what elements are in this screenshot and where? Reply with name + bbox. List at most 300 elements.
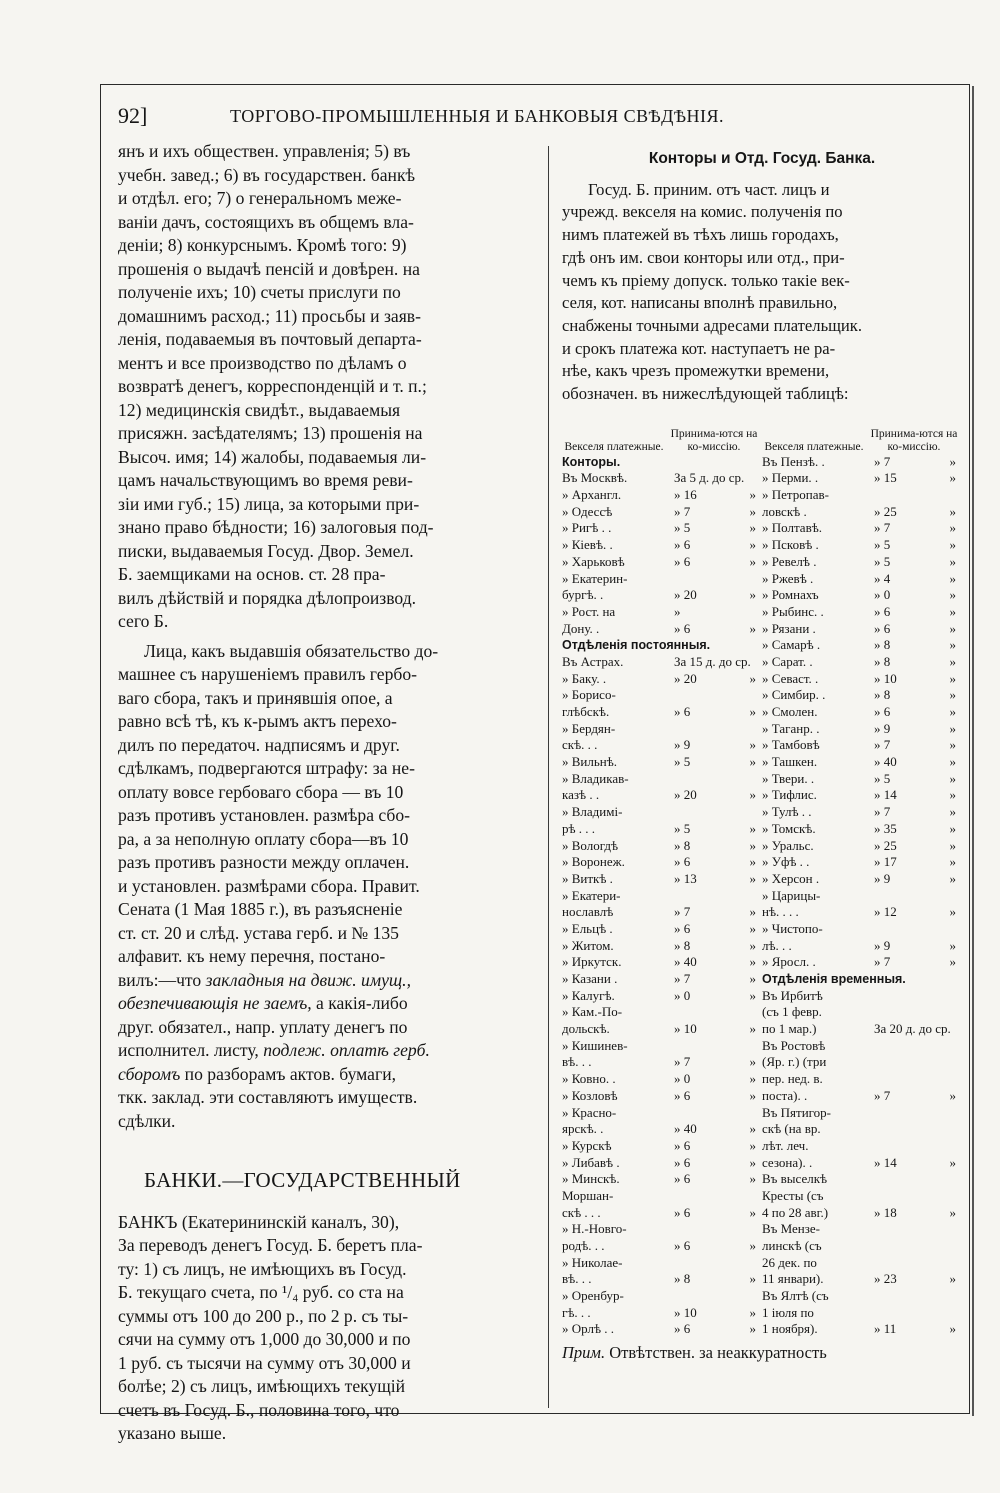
days-value: » 5: [674, 754, 691, 770]
table-row: [762, 754, 962, 771]
city-name: » Козловѣ: [562, 1087, 618, 1103]
text-line: ту: 1) съ лицъ, не имѣющихъ въ Госуд.: [118, 1258, 407, 1279]
ditto-mark: [724, 571, 762, 588]
city-name: » Твери. .: [762, 770, 815, 786]
table-row: [762, 487, 962, 504]
text-line: ваніи дачъ, состоящихъ въ общемъ вла-: [118, 211, 414, 232]
days-value: » 6: [674, 1238, 691, 1254]
days-value: [874, 988, 924, 1005]
text-line: [118, 1086, 530, 1110]
city-name: » Бердян-: [562, 720, 616, 736]
days-value: [874, 1238, 924, 1255]
left-column: [118, 140, 530, 1446]
ditto-mark: [924, 1071, 962, 1088]
text-line: возвратѣ денегъ, корреспонденцій и т. п.;: [118, 376, 427, 396]
text-line: ра, а за неполную оплату сбора—въ 10: [118, 828, 409, 849]
table-row: [762, 1038, 962, 1055]
table-row: [562, 654, 762, 671]
text-line: Сената (1 Мая 1885 г.), въ разъясненіе: [118, 899, 403, 919]
table-row: [762, 1238, 962, 1255]
table-row: [562, 1105, 762, 1122]
days-value: » 20: [674, 787, 697, 803]
city-name: Въ Пензѣ. .: [762, 453, 825, 469]
table-row: [562, 621, 762, 638]
table-row: [762, 1171, 962, 1188]
table-row: [762, 721, 962, 738]
ditto-mark: »: [749, 820, 756, 836]
table-row: [762, 988, 962, 1005]
text-line: Б. заемщиками на основ. ст. 28 пра-: [118, 564, 386, 584]
table-row: [762, 1205, 962, 1222]
city-name: » Архангл.: [562, 487, 622, 503]
days-value: [874, 1171, 924, 1188]
city-name: » Тифлис.: [762, 787, 817, 803]
days-value: [874, 1071, 924, 1088]
table-row: [762, 1088, 962, 1105]
ditto-mark: »: [949, 587, 956, 603]
table-row: [562, 554, 762, 571]
city-name: » Вологдѣ: [562, 837, 619, 853]
days-value: » 40: [674, 954, 697, 970]
ditto-mark: »: [749, 787, 756, 803]
paragraph-exemptions: [118, 140, 530, 634]
city-name: » Николае-: [562, 1254, 623, 1270]
days-value: » 7: [874, 453, 891, 469]
city-name: » Царицы-: [762, 887, 821, 903]
days-value: » 6: [874, 704, 891, 720]
ditto-mark: »: [749, 1171, 756, 1187]
ditto-mark: »: [949, 954, 956, 970]
days-value: » 7: [674, 904, 691, 920]
italic-phrase: закладныя на движ. имущ.,: [205, 969, 411, 990]
table-row: [562, 804, 762, 821]
days-value: » 8: [674, 837, 691, 853]
footnote-label: Прим.: [562, 1343, 606, 1363]
days-value: [874, 1038, 924, 1055]
ditto-mark: »: [949, 570, 956, 586]
ditto-mark: [924, 487, 962, 504]
city-name: » Иркутск.: [562, 954, 622, 970]
table-row: [562, 838, 762, 855]
ditto-mark: »: [749, 520, 756, 536]
table-row: [762, 804, 962, 821]
table-row: [762, 1054, 962, 1071]
days-value: [874, 1221, 924, 1238]
city-name: скѣ (на вр.: [762, 1121, 821, 1137]
city-name: » Либавѣ .: [562, 1154, 620, 1170]
ditto-mark: »: [949, 854, 956, 870]
text-line: сячи на сумму отъ 1,000 до 30,000 и по: [118, 1329, 411, 1349]
city-name: » Ревелѣ .: [762, 553, 817, 569]
table-row: [762, 888, 962, 905]
city-name: 1 ноября).: [762, 1321, 818, 1337]
days-value: » 6: [874, 620, 891, 636]
days-value: » 8: [874, 687, 891, 703]
days-value: » 6: [674, 1087, 691, 1103]
text-line: селя, кот. написаны вполнѣ правильно,: [562, 293, 838, 313]
ditto-mark: »: [949, 503, 956, 519]
table-row: [762, 587, 962, 604]
ditto-mark: [724, 771, 762, 788]
table-row: [562, 1305, 762, 1322]
text-line: 12) медицинскія свидѣт., выдаваемыя: [118, 399, 401, 420]
table-row: [762, 1255, 962, 1272]
days-value: [874, 1255, 924, 1272]
table-row: [562, 1321, 762, 1338]
ditto-mark: »: [949, 770, 956, 786]
table-row: [562, 1288, 762, 1305]
city-name: » Перми. .: [762, 470, 819, 486]
city-name: глѣбскѣ.: [562, 704, 610, 720]
text-line: гдѣ онъ им. свои конторы или отд., при-: [562, 247, 845, 267]
intro-paragraph: [562, 179, 962, 406]
text-run: ткк. заклад. эти составляютъ имуществ.: [118, 1087, 418, 1107]
days-value: » 6: [674, 854, 691, 870]
table-row: [762, 838, 962, 855]
ditto-mark: »: [749, 1321, 756, 1337]
ditto-mark: »: [949, 453, 956, 469]
days-value: [674, 687, 724, 704]
text-line: счетъ въ Госуд. Б., половина того, что: [118, 1399, 400, 1420]
text-line: ментъ и все производство по дѣламъ о: [118, 352, 407, 373]
table-row: [562, 821, 762, 838]
table-row: [762, 604, 962, 621]
text-line: ленія, подаваемыя въ почтовый департа-: [118, 329, 422, 349]
text-line: обозначен. въ нижеслѣдующей таблицѣ:: [562, 384, 849, 404]
text-line: Госуд. Б. приним. отъ част. лицъ и: [588, 179, 830, 199]
ditto-mark: »: [949, 1087, 956, 1103]
days-value: » 16: [674, 487, 697, 503]
days-value: [674, 721, 724, 738]
table-row: [762, 1271, 962, 1288]
table-row: [762, 1288, 962, 1305]
ditto-mark: »: [749, 920, 756, 936]
days-value: [874, 1121, 924, 1138]
header-accepted: Принима-ются на ко-миссію.: [670, 427, 758, 453]
table-row: [762, 520, 962, 537]
days-value: [874, 1054, 924, 1071]
footnote: [562, 1342, 962, 1365]
days-value: » 6: [674, 1204, 691, 1220]
days-value: » 10: [874, 670, 897, 686]
table-row: [562, 504, 762, 521]
days-value: » 9: [874, 937, 891, 953]
text-line: Высоч. имя; 14) жалобы, подаваемыя ли-: [118, 446, 427, 467]
table-row: [562, 687, 762, 704]
city-name: » Яросл. .: [762, 954, 816, 970]
table-row: [762, 921, 962, 938]
days-value: » 10: [674, 1021, 697, 1037]
ditto-mark: [924, 1238, 962, 1255]
days-value: [874, 1105, 924, 1122]
city-name: (съ 1 февр.: [762, 1004, 822, 1020]
column-divider: [548, 146, 549, 1408]
ditto-mark: [924, 1188, 962, 1205]
table-left-half: [562, 410, 762, 1338]
table-row: [562, 1271, 762, 1288]
days-value: » 6: [674, 620, 691, 636]
days-value: » 23: [874, 1271, 897, 1287]
table-row: [562, 854, 762, 871]
text-run: сдѣлки.: [118, 1110, 176, 1131]
ditto-mark: »: [949, 670, 956, 686]
ditto-mark: »: [949, 754, 956, 770]
days-value: » 6: [674, 1154, 691, 1170]
text-line: болѣе; 2) съ лицъ, имѣющихъ текущій: [118, 1376, 406, 1396]
ditto-mark: »: [749, 754, 756, 770]
ditto-mark: »: [949, 603, 956, 619]
table-row: [562, 1088, 762, 1105]
text-line: дилъ по передаточ. надписямъ и друг.: [118, 734, 400, 755]
days-value: [674, 1255, 724, 1272]
text-line: сего Б.: [118, 611, 169, 631]
table-row: [562, 571, 762, 588]
days-value: » 6: [674, 537, 691, 553]
days-value: »: [674, 603, 681, 619]
text-line: знано право бѣдности; 16) залоговыя под-: [118, 517, 434, 537]
days-value: » 6: [674, 1137, 691, 1153]
days-value: [874, 921, 924, 938]
text-line: алфавит. къ нему перечня, постано-: [118, 946, 386, 966]
table-group-heading: Отдѣленія постоянныя.: [562, 638, 711, 653]
ditto-mark: »: [949, 937, 956, 953]
text-line: нимъ платежей въ тѣхъ лишь городахъ,: [562, 225, 839, 245]
ditto-mark: »: [749, 1071, 756, 1087]
text-line: [118, 1039, 530, 1063]
days-value: » 5: [874, 770, 891, 786]
table-row: [762, 571, 962, 588]
city-name: » Тулѣ . .: [762, 804, 812, 820]
city-name: » Екатерин-: [562, 570, 628, 586]
right-column: [562, 140, 962, 1365]
days-value: За 20 д. до ср.: [874, 1021, 951, 1037]
city-name: » Рыбинс. .: [762, 603, 824, 619]
days-value: » 7: [874, 804, 891, 820]
ditto-mark: [924, 1288, 962, 1305]
ditto-mark: »: [749, 1271, 756, 1287]
running-head: ТОРГОВО-ПРОМЫШЛЕННЫЯ И БАНКОВЫЯ СВѢДѢНІЯ.: [230, 105, 725, 126]
city-name: » Ромнахъ: [762, 587, 819, 603]
ditto-mark: »: [949, 553, 956, 569]
ditto-mark: »: [749, 1087, 756, 1103]
text-line: и отдѣл. его; 7) о генеральномъ меже-: [118, 188, 402, 208]
days-value: [874, 1288, 924, 1305]
ditto-mark: »: [949, 1321, 956, 1337]
days-value: » 7: [674, 1054, 691, 1070]
days-value: [674, 771, 724, 788]
ditto-mark: »: [749, 670, 756, 686]
days-value: [674, 571, 724, 588]
city-name: Моршан-: [562, 1187, 614, 1203]
city-name: казѣ . .: [562, 787, 600, 803]
days-value: » 7: [874, 1087, 891, 1103]
days-value: [874, 487, 924, 504]
table-row: [562, 1054, 762, 1071]
table-row: [562, 704, 762, 721]
table-row: [762, 1105, 962, 1122]
city-name: » Петропав-: [762, 487, 829, 503]
days-value: [674, 888, 724, 905]
city-name: » Томскѣ.: [762, 820, 816, 836]
table-row: [562, 1221, 762, 1238]
city-name: линскѣ (съ: [762, 1238, 822, 1254]
text-line: ваго сбора, такъ и принявшія опое, а: [118, 687, 393, 708]
table-row: [562, 470, 762, 487]
ditto-mark: »: [949, 820, 956, 836]
city-name: » Виткѣ .: [562, 870, 613, 886]
table-row: [762, 938, 962, 955]
ditto-mark: [724, 1038, 762, 1055]
days-value: » 6: [874, 603, 891, 619]
table-row: [762, 1155, 962, 1172]
city-name: » Ржевѣ .: [762, 570, 814, 586]
city-name: » Кам.-По-: [562, 1004, 623, 1020]
city-name: поста). .: [762, 1087, 808, 1103]
city-name: » Чистопо-: [762, 920, 823, 936]
ditto-mark: »: [749, 620, 756, 636]
city-name: Въ Москвѣ.: [562, 470, 628, 486]
days-value: » 0: [674, 1071, 691, 1087]
days-value: » 5: [674, 820, 691, 836]
city-name: 26 дек. по: [762, 1254, 817, 1270]
ditto-mark: »: [949, 804, 956, 820]
table-row: [762, 470, 962, 487]
table-row: [562, 871, 762, 888]
city-name: (Яр. г.) (три: [762, 1054, 827, 1070]
text-line: За переводъ денегъ Госуд. Б. беретъ пла-: [118, 1235, 423, 1255]
table-group-heading: Отдѣленія временныя.: [762, 972, 906, 987]
days-value: » 6: [674, 704, 691, 720]
city-name: скѣ . . .: [562, 1204, 601, 1220]
city-name: » Рязани .: [762, 620, 816, 636]
ditto-mark: »: [749, 1154, 756, 1170]
ditto-mark: »: [749, 704, 756, 720]
text-run: друг. обязател., напр. уплату денегъ по: [118, 1016, 408, 1037]
text-line: разъ противъ установлен. размѣра сбо-: [118, 805, 411, 825]
table-row: [562, 988, 762, 1005]
table-row: [562, 888, 762, 905]
city-name: » Симбир. .: [762, 687, 826, 703]
table-row: [562, 1138, 762, 1155]
city-name: » Орлѣ . .: [562, 1321, 615, 1337]
text-line: присяжн. засѣдателямъ; 13) прошенія на: [118, 423, 423, 443]
text-line: машнее съ нарушеніемъ правилъ гербо-: [118, 664, 418, 684]
days-value: » 17: [874, 854, 897, 870]
city-name: дольскѣ.: [562, 1021, 610, 1037]
table-row: [562, 520, 762, 537]
days-value: » 10: [674, 1304, 697, 1320]
city-name: по 1 мар.): [762, 1021, 817, 1037]
city-name: » Смолен.: [762, 704, 818, 720]
table-header: [762, 410, 962, 454]
table-row: [562, 1238, 762, 1255]
table-row: [562, 1004, 762, 1021]
table-row: [762, 787, 962, 804]
table-row: [562, 1121, 762, 1138]
ditto-mark: »: [749, 1304, 756, 1320]
text-run: вилъ:—что: [118, 969, 206, 990]
city-name: » Владимі-: [562, 804, 623, 820]
ditto-mark: »: [749, 487, 756, 503]
text-line: и установлен. размѣрами сбора. Правит.: [118, 875, 420, 896]
table-row: [762, 554, 962, 571]
ditto-mark: »: [749, 854, 756, 870]
table-row: [762, 1021, 962, 1038]
days-value: [874, 1188, 924, 1205]
table-row: [762, 1305, 962, 1322]
header-bills: Векселя платежные.: [764, 440, 864, 453]
table-row: [762, 454, 962, 471]
days-value: » 8: [874, 653, 891, 669]
italic-phrase: подлеж. оплатѣ герб.: [263, 1040, 430, 1060]
ditto-mark: [924, 921, 962, 938]
ditto-mark: [924, 1221, 962, 1238]
city-name: » Самарѣ .: [762, 637, 821, 653]
days-value: [674, 1038, 724, 1055]
table-row: [762, 687, 962, 704]
days-value: » 6: [674, 1321, 691, 1337]
city-name: » Херсон .: [762, 870, 820, 886]
table-row: [562, 1188, 762, 1205]
table-row: [562, 1255, 762, 1272]
city-name: родѣ. . .: [562, 1238, 605, 1254]
city-name: вѣ. . .: [562, 1054, 592, 1070]
days-value: » 8: [674, 1271, 691, 1287]
city-name: » Ковно. .: [562, 1071, 616, 1087]
ditto-mark: »: [749, 1021, 756, 1037]
days-value: » 11: [874, 1321, 897, 1337]
city-name: » Баку. .: [562, 670, 607, 686]
table-row: [562, 671, 762, 688]
days-value: » 14: [874, 1154, 897, 1170]
table-row: [562, 604, 762, 621]
city-name: рѣ . . .: [562, 820, 596, 836]
city-name: » Рост. на: [562, 603, 616, 619]
days-value: » 6: [674, 920, 691, 936]
ditto-mark: [924, 1138, 962, 1155]
city-name: » Таганр. .: [762, 720, 820, 736]
table-row: [562, 1021, 762, 1038]
ditto-mark: »: [749, 587, 756, 603]
days-value: » 7: [874, 520, 891, 536]
city-name: Кресты (съ: [762, 1187, 824, 1203]
days-value: [674, 1188, 724, 1205]
city-name: Въ Ялтѣ (съ: [762, 1288, 829, 1304]
city-name: лѣ. . .: [762, 937, 792, 953]
ditto-mark: »: [949, 904, 956, 920]
footnote-text: Отвѣтствен. за неаккуратность: [605, 1343, 827, 1363]
days-value: [874, 888, 924, 905]
city-name: » Полтавѣ.: [762, 520, 823, 536]
ditto-mark: [724, 1188, 762, 1205]
ditto-mark: [924, 1121, 962, 1138]
table-row: [562, 721, 762, 738]
text-line: деніи; 8) конкурснымъ. Кромѣ того: 9): [118, 235, 407, 255]
days-value: [674, 1105, 724, 1122]
table-row: [562, 954, 762, 971]
text-line: БАНКЪ (Екатерининскій каналъ, 30),: [118, 1211, 400, 1232]
table-row: [562, 737, 762, 754]
table-row: [762, 537, 962, 554]
ditto-mark: »: [949, 720, 956, 736]
ditto-mark: »: [749, 1204, 756, 1220]
text-line: [118, 992, 530, 1016]
city-name: » Вильнѣ.: [562, 754, 618, 770]
city-name: » Севаст. .: [762, 670, 819, 686]
bank-offices-table: [562, 410, 962, 1338]
city-name: » Казани .: [562, 971, 618, 987]
table-row: [562, 1205, 762, 1222]
